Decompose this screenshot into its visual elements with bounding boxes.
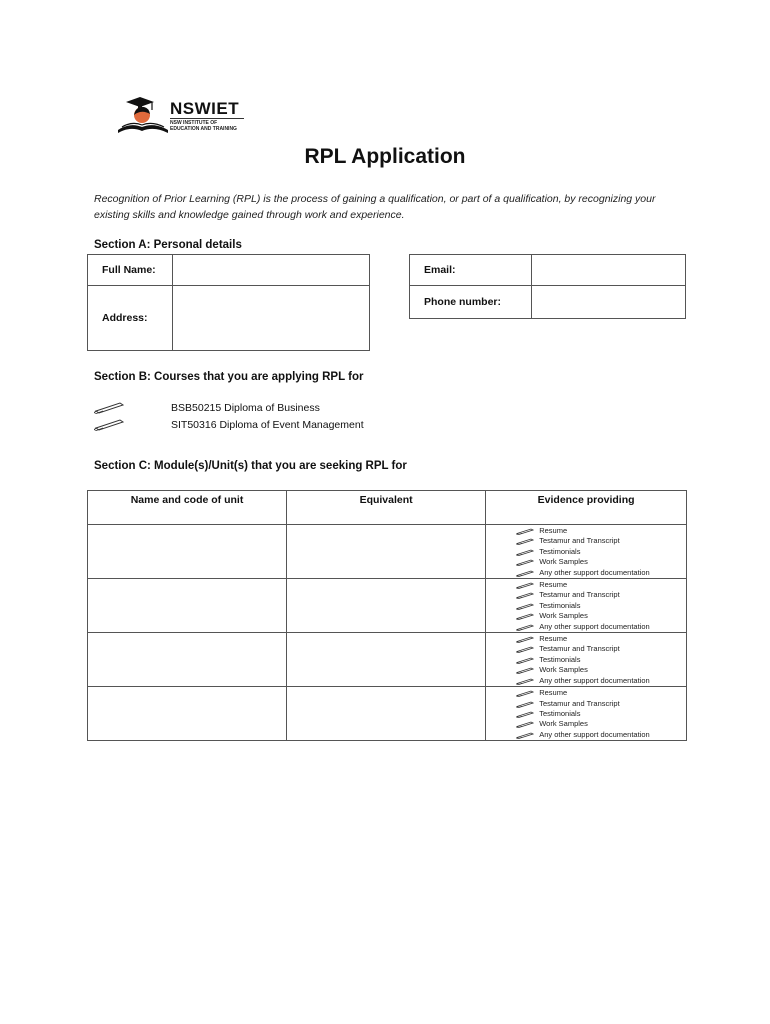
equivalent-cell[interactable] [287,525,486,579]
evidence-option[interactable] [516,611,686,621]
evidence-option-label: Any other support documentation [539,675,650,685]
evidence-option[interactable] [516,634,686,644]
evidence-option-label: Resume [539,688,568,698]
table-row [88,633,687,687]
full-name-field[interactable] [173,255,370,286]
evidence-option[interactable] [516,580,686,590]
equivalent-cell[interactable] [287,579,486,633]
logo-subtitle-line2: EDUCATION AND TRAINING [170,126,237,132]
units-table [87,490,687,741]
evidence-option-label: Any other support documentation [539,621,650,631]
unit-name-cell[interactable] [88,687,287,741]
full-name-label: Full Name: [88,255,173,286]
unit-name-cell[interactable] [88,525,287,579]
personal-details-table [87,254,370,351]
evidence-option-label: Testamur and Transcript [539,536,620,546]
evidence-option-label: Work Samples [539,557,588,567]
evidence-option[interactable] [516,644,686,654]
evidence-option-label: Work Samples [539,665,588,675]
evidence-option-label: Testamur and Transcript [539,590,620,600]
evidence-cell [486,687,687,741]
pencil-icon [516,636,534,643]
pencil-icon [516,582,534,589]
graduate-logo-icon [116,96,172,136]
table-row [88,579,687,633]
section-b-heading: Section B: Courses that you are applying RPL for [94,371,364,383]
pencil-icon [516,603,534,610]
address-label: Address: [88,286,173,351]
table-row [88,687,687,741]
evidence-option[interactable] [516,730,686,740]
section-a-heading: Section A: Personal details [94,239,242,251]
pencil-icon [516,549,534,556]
pencil-icon [94,417,126,431]
equivalent-cell[interactable] [287,633,486,687]
evidence-option[interactable] [516,590,686,600]
page-title: RPL Application [304,145,466,168]
evidence-option-label: Testimonials [539,708,581,718]
course-label: BSB50215 Diploma of Business [171,402,320,414]
logo-subtitle-line1: NSW INSTITUTE OF [170,120,218,126]
evidence-cell [486,525,687,579]
evidence-option[interactable] [516,557,686,567]
column-header-evidence: Evidence providing [486,491,687,525]
pencil-icon [516,701,534,708]
evidence-list [486,687,686,740]
pencil-icon [516,657,534,664]
pencil-icon [516,624,534,631]
contact-details-table [409,254,686,319]
evidence-option-label: Testamur and Transcript [539,698,620,708]
pencil-icon [516,690,534,697]
pencil-icon [516,559,534,566]
course-option[interactable] [94,402,494,416]
column-header-unit: Name and code of unit [88,491,287,525]
intro-paragraph: Recognition of Prior Learning (RPL) is the process of gaining a qualification, or part of a qualification, by recognizing your existing skills and knowledge gained through work and experience. [94,193,656,221]
pencil-icon [516,678,534,685]
email-field[interactable] [532,255,686,286]
evidence-option[interactable] [516,622,686,632]
pencil-icon [516,570,534,577]
evidence-option[interactable] [516,709,686,719]
evidence-option-label: Resume [539,580,568,590]
evidence-option-label: Work Samples [539,719,588,729]
evidence-option-label: Testimonials [539,546,581,556]
evidence-cell [486,633,687,687]
logo-divider [170,118,244,119]
unit-name-cell[interactable] [88,633,287,687]
pencil-icon [516,646,534,653]
pencil-icon [516,528,534,535]
unit-name-cell[interactable] [88,579,287,633]
logo-name: NSWIET [170,99,240,118]
logo-subtitle [170,120,260,132]
pencil-icon [516,732,534,739]
pencil-icon [516,613,534,620]
evidence-option-label: Work Samples [539,611,588,621]
column-header-equivalent: Equivalent [287,491,486,525]
evidence-option[interactable] [516,676,686,686]
pencil-icon [516,592,534,599]
evidence-option-label: Testimonials [539,654,581,664]
pencil-icon [516,538,534,545]
address-field[interactable] [173,286,370,351]
nswiet-logo [116,96,251,138]
evidence-option[interactable] [516,719,686,729]
evidence-list [486,579,686,632]
evidence-cell [486,579,687,633]
evidence-option-label: Resume [539,634,568,644]
evidence-option-label: Testimonials [539,600,581,610]
evidence-option[interactable] [516,688,686,698]
course-option[interactable] [94,419,494,433]
phone-label: Phone number: [410,286,532,319]
section-c-heading: Section C: Module(s)/Unit(s) that you are seeking RPL for [94,460,407,472]
phone-field[interactable] [532,286,686,319]
evidence-option[interactable] [516,568,686,578]
evidence-option[interactable] [516,655,686,665]
evidence-option[interactable] [516,536,686,546]
evidence-option[interactable] [516,665,686,675]
course-label: SIT50316 Diploma of Event Management [171,419,364,431]
evidence-option[interactable] [516,601,686,611]
pencil-icon [516,711,534,718]
evidence-option[interactable] [516,547,686,557]
evidence-option[interactable] [516,526,686,536]
pencil-icon [516,721,534,728]
equivalent-cell[interactable] [287,687,486,741]
evidence-option-label: Resume [539,526,568,535]
evidence-option[interactable] [516,699,686,709]
pencil-icon [94,400,126,414]
evidence-option-label: Any other support documentation [539,567,650,577]
pencil-icon [516,667,534,674]
evidence-option-label: Any other support documentation [539,729,650,739]
table-row [88,525,687,579]
evidence-list [486,525,686,578]
email-label: Email: [410,255,532,286]
evidence-list [486,633,686,686]
evidence-option-label: Testamur and Transcript [539,644,620,654]
